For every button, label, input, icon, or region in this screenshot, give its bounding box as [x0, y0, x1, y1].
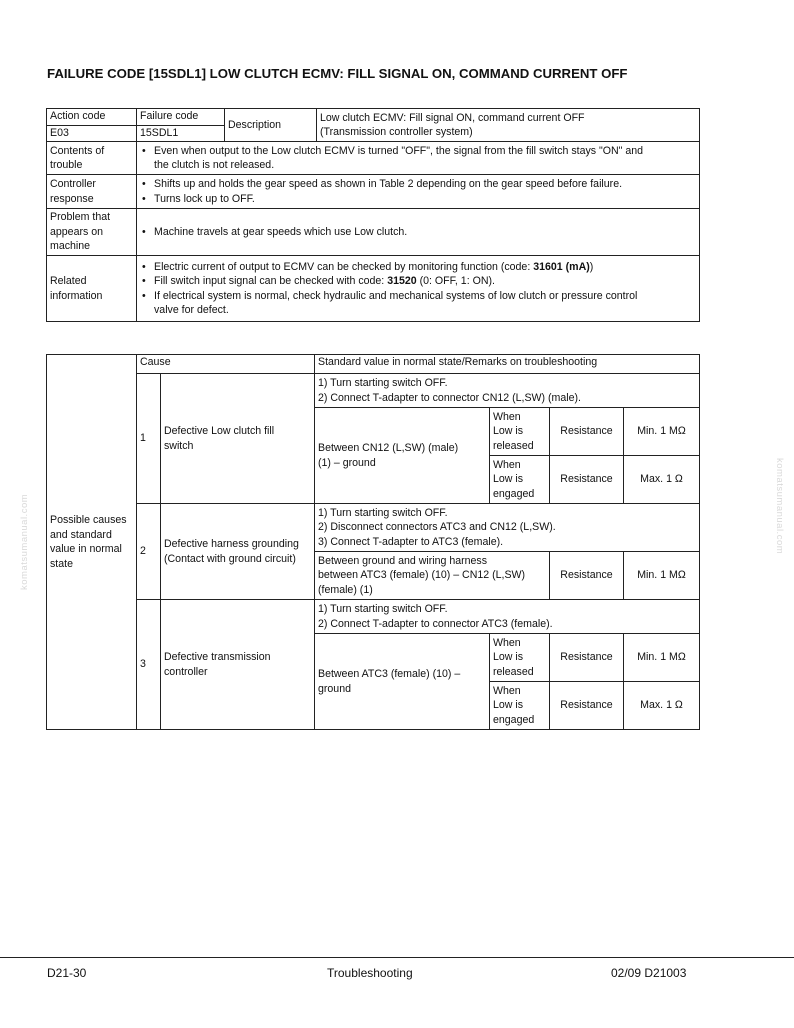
measurement-point: Between ATC3 (female) (10) – ground — [315, 634, 490, 730]
failure-code-label: Failure code — [137, 109, 225, 126]
measure-item: Resistance — [550, 682, 624, 730]
problem-value: • Machine travels at gear speeds which use Low clutch. — [137, 209, 700, 256]
measurement-point: Between CN12 (L,SW) (male) (1) – ground — [315, 408, 490, 504]
condition: When Low is released — [490, 634, 550, 682]
page-title: FAILURE CODE [15SDL1] LOW CLUTCH ECMV: FILL SIGNAL ON, COMMAND CURRENT OFF — [47, 66, 628, 81]
cause-number: 2 — [137, 504, 161, 600]
related-value: • Electric current of output to ECMV can be checked by monitoring function (code: 31601 (mA)) • Fill switch input signal can be checked with code: 31520 (0: OFF, 1: ON). • If electrical system is normal, check hydraulic and mechanical systems of low clutch or pressure control valve for defect. — [137, 256, 700, 322]
problem-label: Problem that appears on machine — [47, 209, 137, 256]
standard-value: Min. 1 MΩ — [624, 408, 700, 456]
causes-table — [46, 354, 700, 730]
cause-name: Defective transmission controller — [161, 600, 315, 730]
footer-section: Troubleshooting — [327, 966, 413, 980]
contents-label: Contents of trouble — [47, 142, 137, 175]
measure-item: Resistance — [550, 408, 624, 456]
measure-item: Resistance — [550, 552, 624, 600]
condition: When Low is engaged — [490, 682, 550, 730]
action-code-label: Action code — [47, 109, 137, 126]
condition: When Low is released — [490, 408, 550, 456]
condition: When Low is engaged — [490, 456, 550, 504]
contents-value: • Even when output to the Low clutch ECMV is turned "OFF", the signal from the fill switch stays "ON" and the clutch is not released. — [137, 142, 700, 175]
failure-info-table — [46, 108, 700, 322]
related-label: Related information — [47, 256, 137, 322]
procedure-steps: 1) Turn starting switch OFF. 2) Disconnect connectors ATC3 and CN12 (L,SW). 3) Connect T-adapter to ATC3 (female). — [315, 504, 700, 552]
controller-response-label: Controller response — [47, 175, 137, 209]
standard-value: Max. 1 Ω — [624, 682, 700, 730]
cause-number: 1 — [137, 374, 161, 504]
controller-response-value: • Shifts up and holds the gear speed as shown in Table 2 depending on the gear speed before failure. • Turns lock up to OFF. — [137, 175, 700, 209]
measure-item: Resistance — [550, 634, 624, 682]
cause-number: 3 — [137, 600, 161, 730]
failure-code-value: 15SDL1 — [137, 126, 225, 142]
footer-rule — [0, 957, 794, 958]
cause-name: Defective Low clutch fill switch — [161, 374, 315, 504]
watermark-left: komatsumanual.com — [19, 493, 30, 590]
measure-item: Resistance — [550, 456, 624, 504]
action-code-value: E03 — [47, 126, 137, 142]
possible-causes-label: Possible causes and standard value in normal state — [47, 355, 137, 730]
footer-doc-code: 02/09 D21003 — [611, 966, 687, 980]
watermark-right: komatsumanual.com — [774, 458, 785, 555]
procedure-steps: 1) Turn starting switch OFF. 2) Connect T-adapter to connector ATC3 (female). — [315, 600, 700, 634]
standard-header: Standard value in normal state/Remarks on troubleshooting — [315, 355, 700, 374]
footer-page-number: D21-30 — [47, 966, 87, 980]
description-value: Low clutch ECMV: Fill signal ON, command current OFF (Transmission controller system) — [317, 109, 700, 142]
description-label: Description — [225, 109, 317, 142]
standard-value: Min. 1 MΩ — [624, 552, 700, 600]
standard-value: Min. 1 MΩ — [624, 634, 700, 682]
standard-value: Max. 1 Ω — [624, 456, 700, 504]
cause-name: Defective harness grounding (Contact with ground circuit) — [161, 504, 315, 600]
procedure-steps: 1) Turn starting switch OFF. 2) Connect T-adapter to connector CN12 (L,SW) (male). — [315, 374, 700, 408]
cause-header: Cause — [137, 355, 315, 374]
measurement-point: Between ground and wiring harness between ATC3 (female) (10) – CN12 (L,SW) (female) (1) — [315, 552, 550, 600]
